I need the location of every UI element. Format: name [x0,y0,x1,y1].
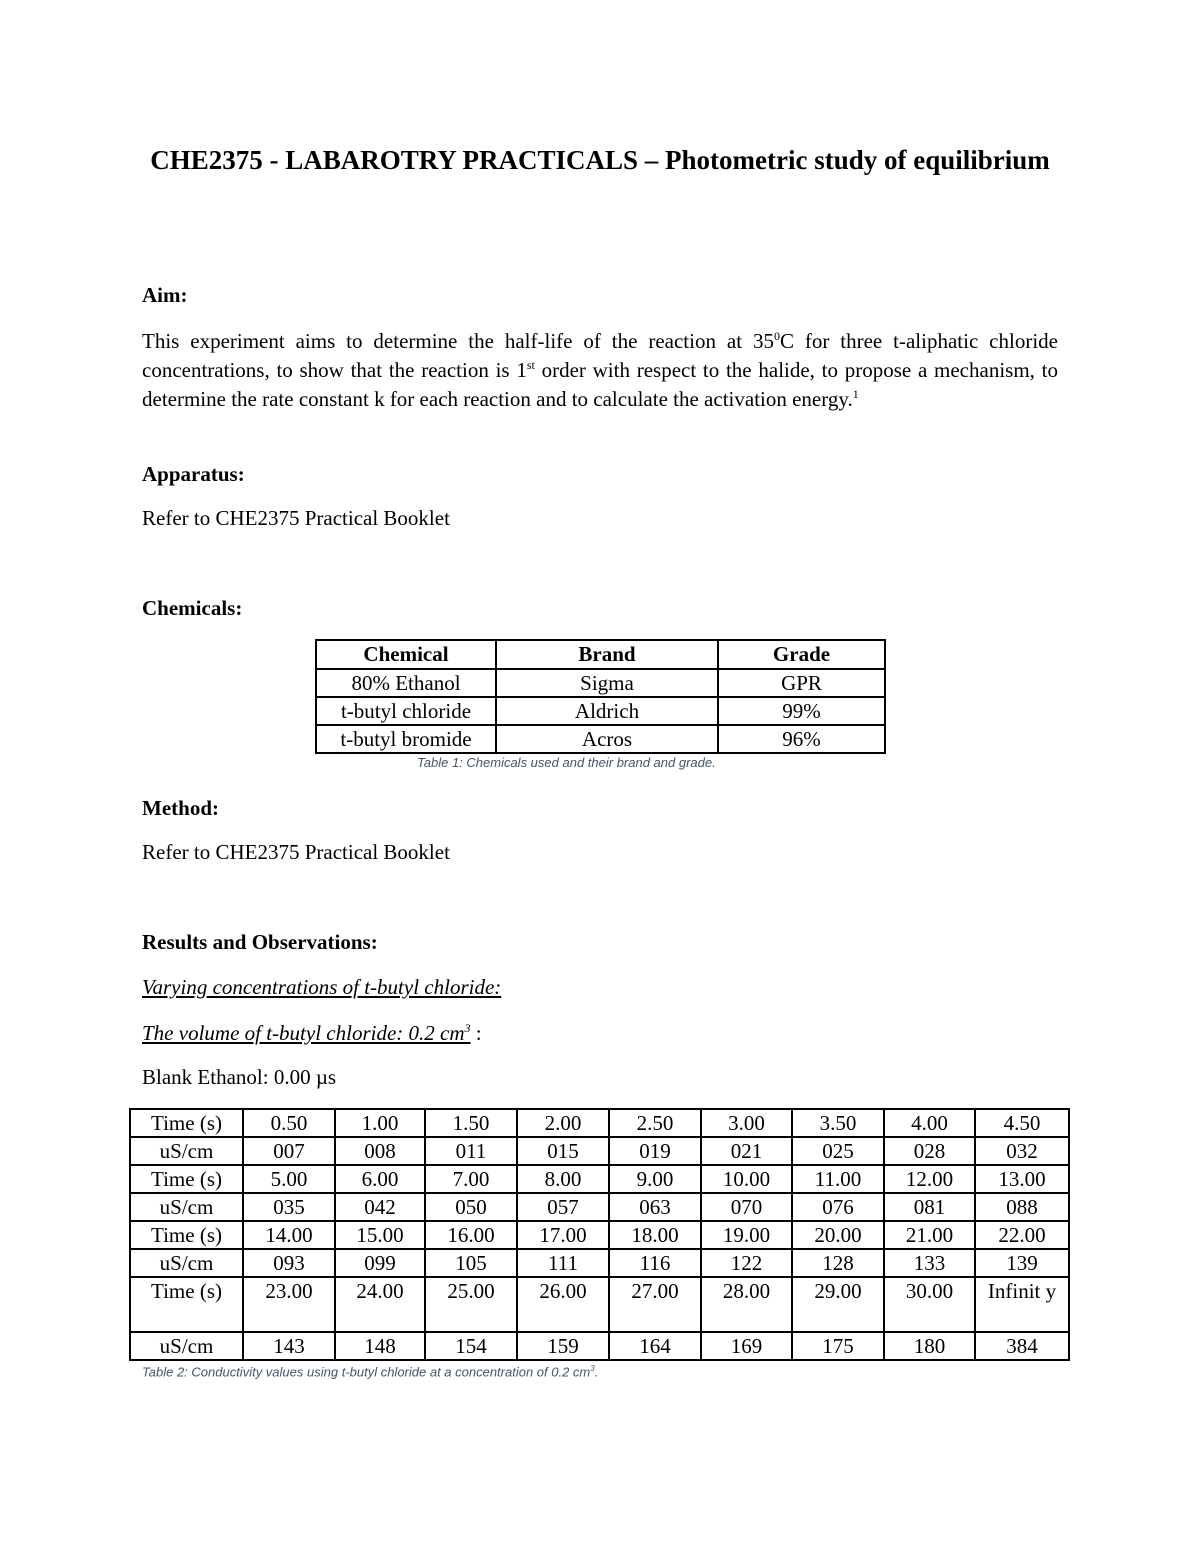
page-title: CHE2375 - LABAROTRY PRACTICALS – Photometric study of equilibrium [150,145,1050,175]
table-cell: 011 [425,1137,517,1165]
table-cell: 050 [425,1193,517,1221]
table-cell: 24.00 [335,1277,425,1332]
row-label-cell: Time (s) [130,1221,243,1249]
table-cell: 23.00 [243,1277,335,1332]
table-row [316,669,885,697]
table-cell: 105 [425,1249,517,1277]
table-cell: 80% Ethanol [316,669,496,697]
table-row [130,1165,1069,1193]
table-row [130,1249,1069,1277]
table-cell: 169 [701,1332,792,1360]
table-row [130,1221,1069,1249]
table-cell: 007 [243,1137,335,1165]
table-header-cell: Chemical [316,640,496,669]
table-cell: 11.00 [792,1165,884,1193]
table-cell: 21.00 [884,1221,975,1249]
table-cell: 093 [243,1249,335,1277]
table-cell: 3.00 [701,1109,792,1137]
table-cell: 30.00 [884,1277,975,1332]
table-cell: 4.00 [884,1109,975,1137]
table-cell: 032 [975,1137,1069,1165]
table-cell: 122 [701,1249,792,1277]
apparatus-heading: Apparatus: [142,462,245,486]
table-row [130,1277,1069,1332]
table-cell: 111 [517,1249,609,1277]
table-cell: 8.00 [517,1165,609,1193]
table-cell: 021 [701,1137,792,1165]
table-cell: 063 [609,1193,701,1221]
table-cell: 154 [425,1332,517,1360]
table-cell: 116 [609,1249,701,1277]
table-cell: 1.50 [425,1109,517,1137]
volume-superscript: 3 [464,1021,471,1035]
table-cell: 27.00 [609,1277,701,1332]
row-label-cell: Time (s) [130,1109,243,1137]
table-cell: 3.50 [792,1109,884,1137]
table-cell: 057 [517,1193,609,1221]
table-cell: 10.00 [701,1165,792,1193]
method-heading: Method: [142,796,219,820]
table-cell: 099 [335,1249,425,1277]
chemicals-heading: Chemicals: [142,596,243,620]
table-cell: 2.00 [517,1109,609,1137]
table-cell: t-butyl bromide [316,725,496,753]
table-cell: GPR [718,669,885,697]
table-cell: 070 [701,1193,792,1221]
table-row [316,725,885,753]
table-cell: 99% [718,697,885,725]
table-cell: 143 [243,1332,335,1360]
table-cell: 28.00 [701,1277,792,1332]
table-cell: 16.00 [425,1221,517,1249]
table-cell: 26.00 [517,1277,609,1332]
table-2-caption [142,1364,598,1379]
table-cell: 25.00 [425,1277,517,1332]
table-cell: 17.00 [517,1221,609,1249]
table-cell: 20.00 [792,1221,884,1249]
aim-heading: Aim: [142,283,188,307]
table-cell: 088 [975,1193,1069,1221]
method-text: Refer to CHE2375 Practical Booklet [142,840,450,864]
chemicals-table [315,639,886,754]
table-cell: 128 [792,1249,884,1277]
row-label-cell: uS/cm [130,1249,243,1277]
row-label-cell: Time (s) [130,1277,243,1332]
table-cell: Acros [496,725,718,753]
table-cell: 19.00 [701,1221,792,1249]
table-cell: 139 [975,1249,1069,1277]
table-cell: Aldrich [496,697,718,725]
table-cell: 025 [792,1137,884,1165]
table-row [130,1193,1069,1221]
table-cell: 15.00 [335,1221,425,1249]
table-cell: 18.00 [609,1221,701,1249]
results-heading: Results and Observations: [142,930,378,954]
table-cell: 12.00 [884,1165,975,1193]
table-cell: t-butyl chloride [316,697,496,725]
table-cell: 13.00 [975,1165,1069,1193]
table-cell: 164 [609,1332,701,1360]
table-2-caption-text: Table 2: Conductivity values using t-butyl chloride at a concentration of 0.2 cm [142,1364,591,1380]
table-cell: 159 [517,1332,609,1360]
volume-text [142,1021,471,1045]
degree-superscript: 0 [773,329,780,343]
table-cell: 7.00 [425,1165,517,1193]
table-cell: 015 [517,1137,609,1165]
table-row [130,1137,1069,1165]
table-cell: 028 [884,1137,975,1165]
table-cell: 133 [884,1249,975,1277]
table-cell: 9.00 [609,1165,701,1193]
aim-text-c: order with respect to the halide, to propose a mechanism, to determine the rate constant k for each reaction and to calculate the activation energy. [142,358,1058,411]
table-header-cell: Grade [718,640,885,669]
table-cell: 0.50 [243,1109,335,1137]
conductivity-table [129,1108,1070,1361]
table-cell: Infinit y [975,1277,1069,1332]
table-cell: 22.00 [975,1221,1069,1249]
table-cell: 4.50 [975,1109,1069,1137]
table-cell: 180 [884,1332,975,1360]
table-cell: 29.00 [792,1277,884,1332]
apparatus-text: Refer to CHE2375 Practical Booklet [142,506,450,530]
table-2-caption-suffix: . [594,1364,599,1380]
aim-paragraph [142,327,1058,414]
blank-ethanol-text: Blank Ethanol: 0.00 µs [142,1065,337,1089]
volume-label: The volume of t-butyl chloride: 0.2 cm [142,1021,465,1045]
table-cell: 076 [792,1193,884,1221]
row-label-cell: uS/cm [130,1193,243,1221]
table-cell: Sigma [496,669,718,697]
table-cell: 008 [335,1137,425,1165]
table-2-caption-superscript: 3 [590,1364,595,1373]
table-row [130,1332,1069,1360]
table-cell: 035 [243,1193,335,1221]
table-cell: 019 [609,1137,701,1165]
table-cell: 6.00 [335,1165,425,1193]
row-label-cell: uS/cm [130,1137,243,1165]
table-cell: 1.00 [335,1109,425,1137]
table-cell: 96% [718,725,885,753]
table-1-caption: Table 1: Chemicals used and their brand and grade. [417,755,716,770]
table-cell: 148 [335,1332,425,1360]
table-cell: 175 [792,1332,884,1360]
table-row [316,697,885,725]
row-label-cell: uS/cm [130,1332,243,1360]
table-row [130,1109,1069,1137]
table-header-row [316,640,885,669]
volume-line [142,1021,482,1046]
table-header-cell: Brand [496,640,718,669]
aim-text-b: C for three t-aliphatic chloride concentrations, to show that the reaction is 1 [142,329,1058,382]
conductivity-table-body [130,1109,1069,1360]
aim-text-a: This experiment aims to determine the half-life of the reaction at 35 [142,329,774,353]
table-cell: 081 [884,1193,975,1221]
table-cell: 384 [975,1332,1069,1360]
table-cell: 2.50 [609,1109,701,1137]
order-superscript: st [526,358,535,372]
table-cell: 5.00 [243,1165,335,1193]
table-cell: 14.00 [243,1221,335,1249]
row-label-cell: Time (s) [130,1165,243,1193]
volume-suffix: : [470,1021,482,1045]
results-subheading: Varying concentrations of t-butyl chloride: [142,975,502,999]
table-cell: 042 [335,1193,425,1221]
reference-superscript: 1 [852,387,859,401]
